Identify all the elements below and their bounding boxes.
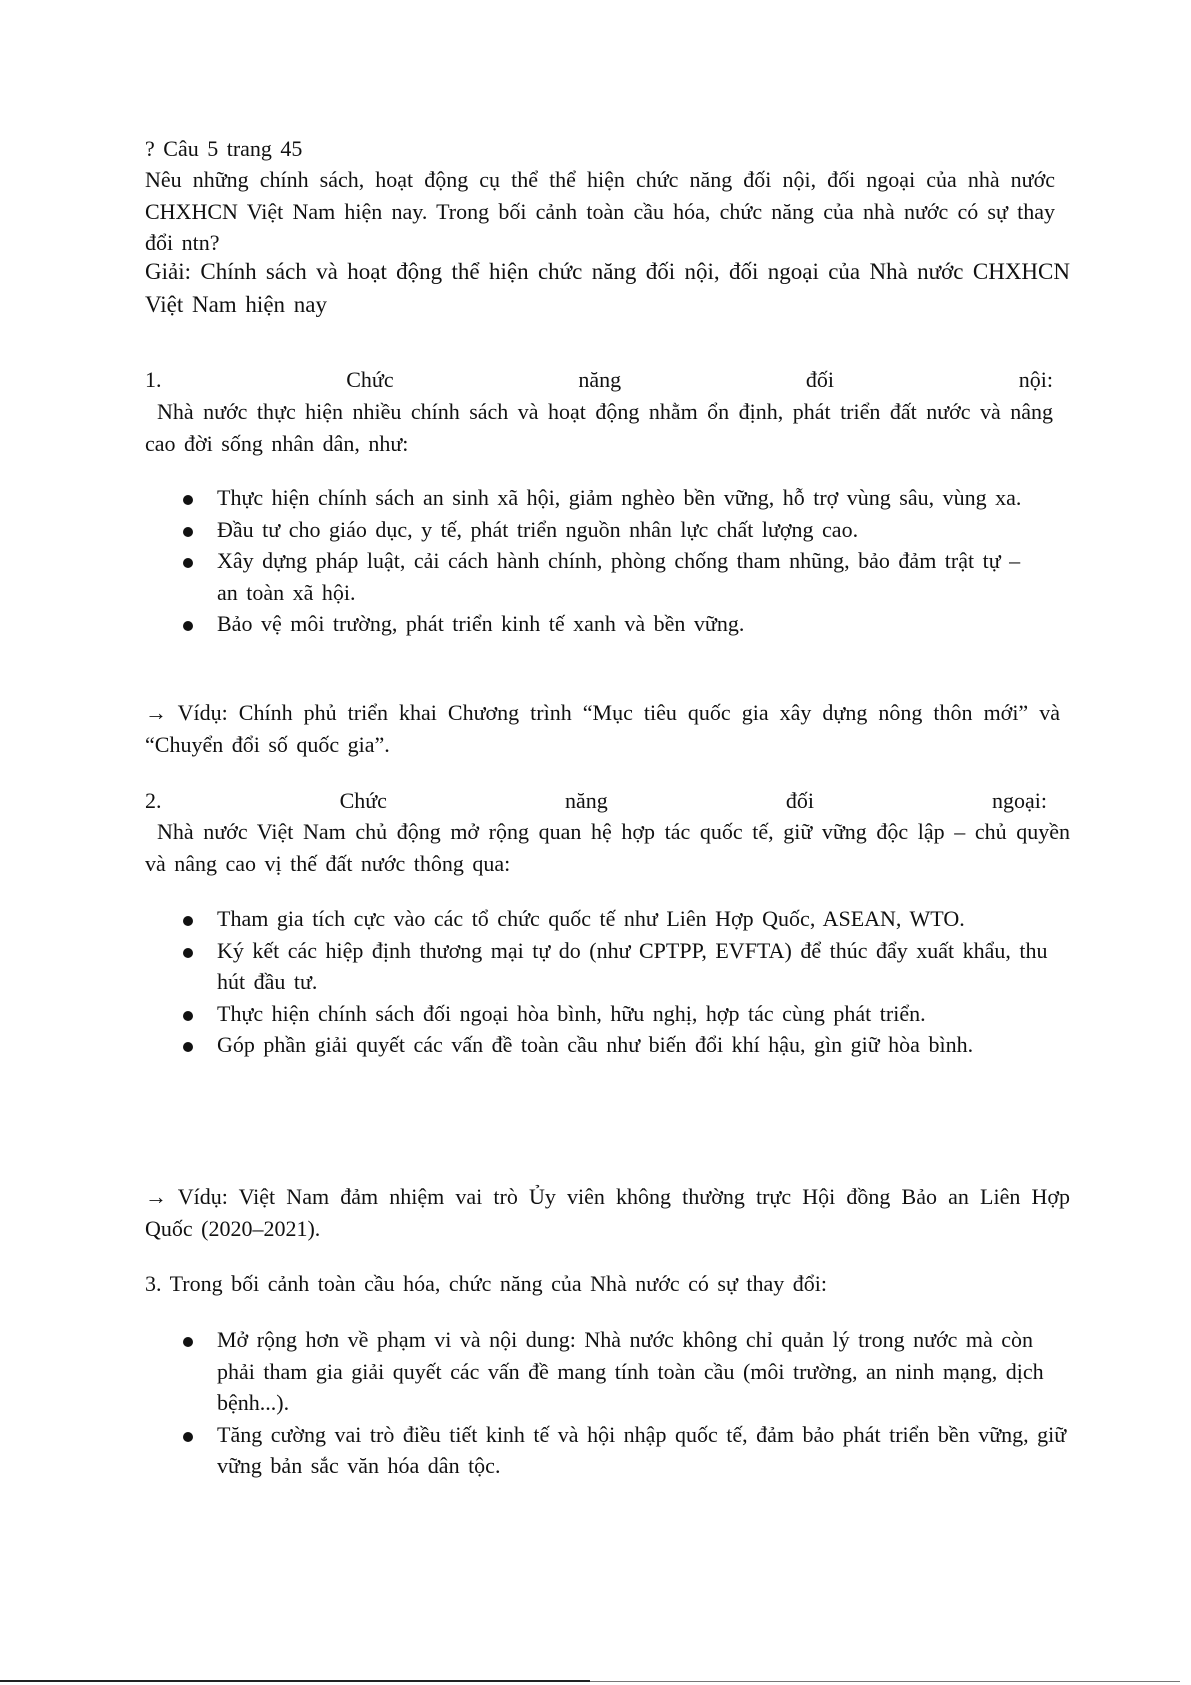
list-item: Góp phần giải quyết các vấn đề toàn cầu như biến đổi khí hậu, gìn giữ hòa bình. — [145, 1029, 1070, 1061]
list-item: Thực hiện chính sách an sinh xã hội, giảm nghèo bền vững, hỗ trợ vùng sâu, vùng xa. — [145, 482, 1025, 514]
section2-example: → Vídụ: Việt Nam đảm nhiệm vai trò Ủy viên không thường trực Hội đồng Bảo an Liên Hợp Quốc (2020–2021). — [145, 1184, 1070, 1241]
section3-bullet-list — [145, 1324, 1070, 1482]
section1-example: → Vídụ: Chính phủ triển khai Chương trình “Mục tiêu quốc gia xây dựng nông thôn mới” và “Chuyển đổi số quốc gia”. — [145, 700, 1060, 757]
answer-intro: Giải: Chính sách và hoạt động thể hiện chức năng đối nội, đối ngoại của Nhà nước CHXHCN Việt Nam hiện nay — [145, 259, 1070, 317]
list-item: Mở rộng hơn về phạm vi và nội dung: Nhà nước không chỉ quản lý trong nước mà còn phải tham gia giải quyết các vấn đề mang tính toàn cầu (môi trường, an ninh mạng, dịch bệnh...). — [145, 1324, 1070, 1419]
list-item: Tham gia tích cực vào các tổ chức quốc tế như Liên Hợp Quốc, ASEAN, WTO. — [145, 903, 1070, 935]
section1-intro: Nhà nước thực hiện nhiều chính sách và hoạt động nhằm ổn định, phát triển đất nước và nâng cao đời sống nhân dân, như: — [145, 399, 1053, 456]
section3-heading: 3. Trong bối cảnh toàn cầu hóa, chức năng của Nhà nước có sự thay đổi: — [145, 1271, 827, 1296]
bullet-icon — [183, 558, 193, 568]
question-ref: ? Câu 5 trang 45 — [145, 136, 303, 161]
page-bottom-rule-light — [590, 1681, 1180, 1682]
section2-intro: Nhà nước Việt Nam chủ động mở rộng quan hệ hợp tác quốc tế, giữ vững độc lập – chủ quyền và nâng cao vị thế đất nước thông qua: — [145, 819, 1070, 876]
bullet-icon — [183, 1042, 193, 1052]
list-item: Đầu tư cho giáo dục, y tế, phát triển nguồn nhân lực chất lượng cao. — [145, 514, 1025, 546]
bullet-icon — [183, 916, 193, 926]
question-text: Nêu những chính sách, hoạt động cụ thể thể hiện chức năng đối nội, đối ngoại của nhà nước CHXHCN Việt Nam hiện nay. Trong bối cảnh toàn cầu hóa, chức năng của nhà nước có sự thay đổi ntn? — [145, 167, 1055, 255]
bullet-icon — [183, 1432, 193, 1442]
bullet-icon — [183, 1011, 193, 1021]
bullet-icon — [183, 948, 193, 958]
section1-bullet-list — [145, 482, 1025, 640]
list-item: Thực hiện chính sách đối ngoại hòa bình, hữu nghị, hợp tác cùng phát triển. — [145, 998, 1070, 1030]
section2-heading: 2. Chức năng đối ngoại: — [145, 788, 1047, 813]
section1-heading: 1. Chức năng đối nội: — [145, 367, 1053, 392]
bullet-icon — [183, 621, 193, 631]
list-item: Ký kết các hiệp định thương mại tự do (như CPTPP, EVFTA) để thúc đẩy xuất khẩu, thu hút đầu tư. — [145, 935, 1070, 998]
bullet-icon — [183, 527, 193, 537]
bullet-icon — [183, 495, 193, 505]
list-item: Bảo vệ môi trường, phát triển kinh tế xanh và bền vững. — [145, 608, 1025, 640]
section2-bullet-list — [145, 903, 1070, 1061]
list-item: Xây dựng pháp luật, cải cách hành chính, phòng chống tham nhũng, bảo đảm trật tự – an toàn xã hội. — [145, 545, 1025, 608]
bullet-icon — [183, 1337, 193, 1347]
page-bottom-rule — [0, 1680, 590, 1682]
list-item: Tăng cường vai trò điều tiết kinh tế và hội nhập quốc tế, đảm bảo phát triển bền vững, giữ vững bản sắc văn hóa dân tộc. — [145, 1419, 1070, 1482]
